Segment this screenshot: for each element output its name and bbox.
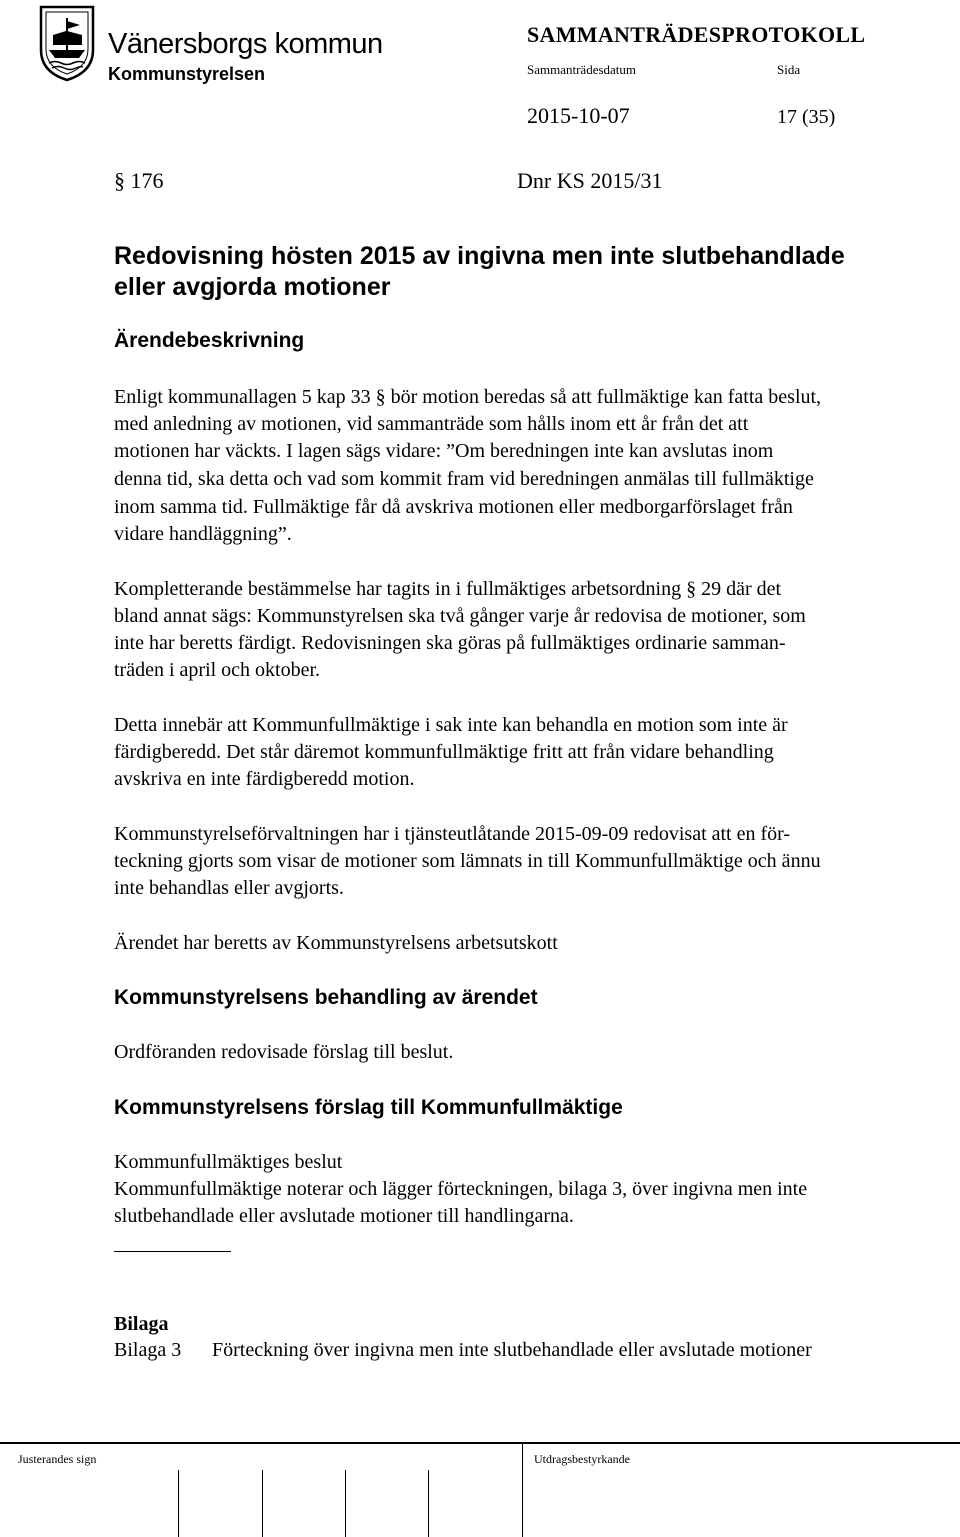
paragraph-line: slutbehandlade eller avslutade motioner till handlingarna. xyxy=(114,1205,574,1227)
signature-box-divider xyxy=(428,1470,429,1537)
attachment-text: Förteckning över ingivna men inte slutbehandlade eller avslutade motioner xyxy=(212,1339,812,1361)
footer-rule xyxy=(0,1442,960,1444)
page-label: Sida xyxy=(777,62,801,77)
paragraph-line: Detta innebär att Kommunfullmäktige i sak inte kan behandla en motion som inte är xyxy=(114,714,788,736)
paragraph-line: motionen har väckts. I lagen sägs vidare: ”Om beredningen inte kan avslutas inom xyxy=(114,440,774,462)
section-divider xyxy=(114,1251,231,1252)
meeting-date: 2015-10-07 xyxy=(527,103,630,128)
organization-unit: Kommunstyrelsen xyxy=(108,64,266,84)
document-type: SAMMANTRÄDESPROTOKOLL xyxy=(527,22,866,47)
page-number: 17 (35) xyxy=(777,106,836,128)
paragraph-line: färdigberedd. Det står däremot kommunfullmäktige fritt att från vidare behandling xyxy=(114,741,774,763)
signature-label: Justerandes sign xyxy=(18,1452,97,1466)
heading-proposal: Kommunstyrelsens förslag till Kommunfullmäktige xyxy=(114,1096,623,1119)
paragraph-line: träden i april och oktober. xyxy=(114,659,321,681)
signature-box-divider xyxy=(345,1470,346,1537)
paragraph-number-value: 176 xyxy=(130,168,164,193)
paragraph-line: Ärendet har beretts av Kommunstyrelsens arbetsutskott xyxy=(114,932,558,954)
paragraph-line: teckning gjorts som visar de motioner som lämnats in till Kommunfullmäktige och ännu xyxy=(114,850,821,872)
meeting-date-label: Sammanträdesdatum xyxy=(527,62,637,77)
paragraph-number: § 176 xyxy=(114,168,164,193)
paragraph-line: inte har beretts färdigt. Redovisningen ska göras på fullmäktiges ordinarie samman- xyxy=(114,632,786,654)
paragraph-line: Kompletterande bestämmelse har tagits in i fullmäktiges arbetsordning § 29 där det xyxy=(114,578,782,600)
heading-case-description: Ärendebeskrivning xyxy=(114,329,305,352)
case-number: Dnr KS 2015/31 xyxy=(517,168,663,193)
attachment-label: Bilaga 3 xyxy=(114,1339,182,1361)
paragraph-line: inom samma tid. Fullmäktige får då avskriva motionen eller medborgarförslaget från xyxy=(114,496,793,518)
case-title-line-1: Redovisning hösten 2015 av ingivna men inte slutbehandlade xyxy=(114,242,845,270)
heading-attachment: Bilaga xyxy=(114,1313,169,1335)
paragraph-line: inte behandlas eller avgjorts. xyxy=(114,877,344,899)
heading-treatment: Kommunstyrelsens behandling av ärendet xyxy=(114,986,538,1009)
paragraph-line: Enligt kommunallagen 5 kap 33 § bör motion beredas så att fullmäktige kan fatta beslut, xyxy=(114,386,822,408)
paragraph-line: med anledning av motionen, vid sammanträde som hålls inom ett år från det att xyxy=(114,413,749,435)
extract-certification-label: Utdragsbestyrkande xyxy=(534,1452,630,1466)
municipal-crest-icon xyxy=(38,4,96,82)
paragraph-line: bland annat sägs: Kommunstyrelsen ska två gånger varje år redovisa de motioner, som xyxy=(114,605,806,627)
paragraph-line: denna tid, ska detta och vad som kommit fram vid beredningen anmälas till fullmäktige xyxy=(114,468,814,490)
organization-name: Vänersborgs kommun xyxy=(108,28,383,60)
signature-box-divider xyxy=(262,1470,263,1537)
paragraph-line: Kommunfullmäktige noterar och lägger förteckningen, bilaga 3, över ingivna men inte xyxy=(114,1178,808,1200)
paragraph-line: Ordföranden redovisade förslag till beslut. xyxy=(114,1041,454,1063)
paragraph-line: vidare handläggning”. xyxy=(114,523,292,545)
signature-box-divider xyxy=(178,1470,179,1537)
footer-divider xyxy=(522,1443,523,1537)
paragraph-line: Kommunfullmäktiges beslut xyxy=(114,1151,343,1173)
case-title-line-2: eller avgjorda motioner xyxy=(114,273,391,301)
paragraph-line: avskriva en inte färdigberedd motion. xyxy=(114,768,415,790)
paragraph-line: Kommunstyrelseförvaltningen har i tjänsteutlåtande 2015-09-09 redovisat att en för- xyxy=(114,823,791,845)
